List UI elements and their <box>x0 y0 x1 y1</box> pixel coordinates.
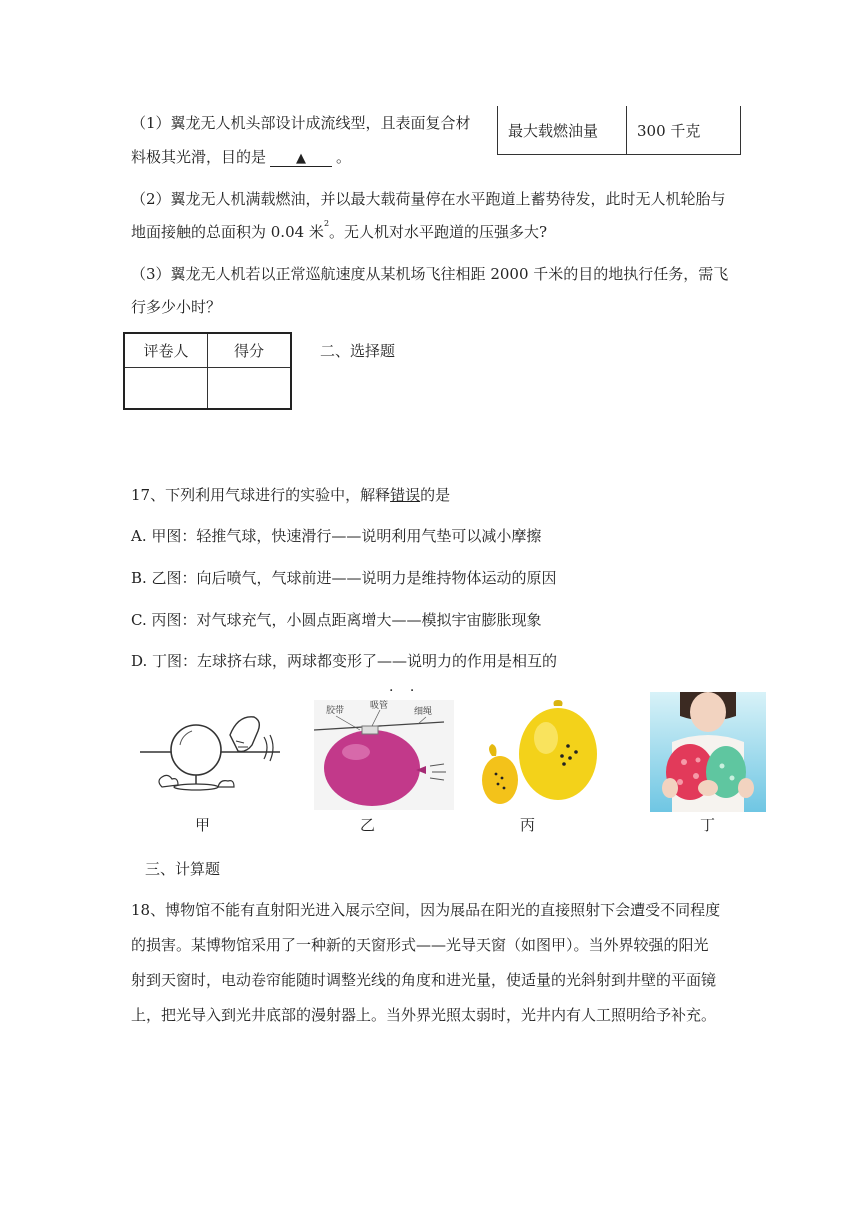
q16-part1-end: 。 <box>336 148 352 166</box>
caption-bing: 丙 <box>520 816 536 834</box>
figure-bing <box>472 698 614 810</box>
score-cell <box>208 367 292 409</box>
q17-option-d: D. 丁图：左球挤右球，两球都变形了——说明力的作用是相互的 <box>131 652 558 670</box>
q17-stem-emphasis: 错误 <box>390 486 421 504</box>
grader-cell <box>124 367 208 409</box>
q18-line-1: 18、博物馆不能有直射阳光进入展示空间，因为展品在阳光的直接照射下会遭受不同程度 <box>131 901 721 919</box>
q16-part2-line2 <box>131 221 547 242</box>
label-straw: 吸管 <box>370 701 389 711</box>
q16-part2-end: 。无人机对水平跑道的压强多大? <box>329 223 548 241</box>
section2-title: 二、选择题 <box>320 342 396 360</box>
score-table <box>123 332 292 410</box>
q16-part1-line1: （1）翼龙无人机头部设计成流线型，且表面复合材 <box>131 114 471 132</box>
q16-part2-line1: （2）翼龙无人机满载燃油，并以最大载荷量停在水平跑道上蓄势待发，此时无人机轮胎与 <box>131 190 726 208</box>
triangle-icon: ▲ <box>296 151 307 166</box>
fuel-table <box>497 106 741 155</box>
emphasis-dots: · · <box>389 683 421 699</box>
q17-option-b: B. 乙图：向后喷气，气球前进——说明力是维持物体运动的原因 <box>131 569 557 587</box>
caption-jia: 甲 <box>195 816 211 834</box>
q17-option-a: A. 甲图：轻推气球，快速滑行——说明利用气垫可以减小摩擦 <box>131 527 542 545</box>
q16-part2-text: 地面接触的总面积为 0.04 米 <box>131 223 324 241</box>
caption-yi: 乙 <box>360 816 376 834</box>
superscript: 2 <box>323 219 330 228</box>
q18-line-4: 上，把光导入到光井底部的漫射器上。当外界光照太弱时，光井内有人工照明给予补充。 <box>131 1006 717 1024</box>
q17-stem-end: 的是 <box>420 486 451 504</box>
q17-stem-text: 17、下列利用气球进行的实验中，解释 <box>131 486 391 504</box>
q16-part1-text: 料极其光滑，目的是 <box>131 148 267 166</box>
fuel-value-cell: 300 千克 <box>627 106 741 155</box>
score-header-score: 得分 <box>208 333 292 367</box>
q16-part3-line1: （3）翼龙无人机若以正常巡航速度从某机场飞往相距 2000 千米的目的地执行任务，需飞 <box>131 265 729 283</box>
fuel-label-cell: 最大载燃油量 <box>498 106 627 155</box>
q17-option-c: C. 丙图：对气球充气，小圆点距离增大——模拟宇宙膨胀现象 <box>131 611 542 629</box>
section3-title: 三、计算题 <box>145 860 221 878</box>
q18-line-2: 的损害。某博物馆采用了一种新的天窗形式——光导天窗（如图甲）。当外界较强的阳光 <box>131 936 709 954</box>
figure-jia <box>140 705 280 805</box>
q16-part3-line2: 行多少小时？ <box>131 298 222 316</box>
label-tape: 胶带 <box>326 706 345 716</box>
answer-blank <box>270 150 332 167</box>
caption-ding: 丁 <box>700 816 716 834</box>
q16-part1-line2 <box>131 146 351 167</box>
q18-line-3: 射到天窗时，电动卷帘能随时调整光线的角度和进光量，使适量的光斜射到井壁的平面镜 <box>131 971 717 989</box>
figure-yi <box>314 700 454 810</box>
q17-stem <box>131 484 450 505</box>
label-string: 细绳 <box>414 707 433 717</box>
score-header-grader: 评卷人 <box>124 333 208 367</box>
figure-ding <box>650 692 766 812</box>
